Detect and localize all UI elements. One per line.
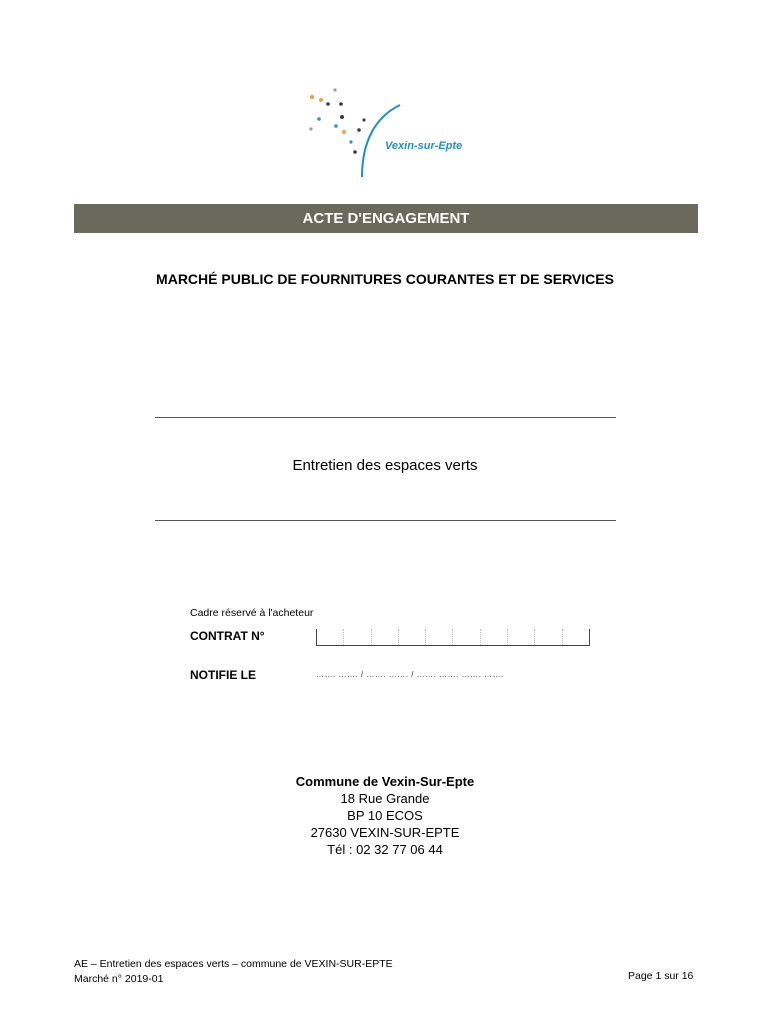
notifie-date-field[interactable]: ……. ……. / ……. ……. / ……. ……. ……. ……. <box>316 670 504 679</box>
divider-top <box>155 417 616 418</box>
buyer-phone: Tél : 02 32 77 06 44 <box>327 842 443 857</box>
contrat-digit-box[interactable] <box>426 629 453 645</box>
reserve-caption: Cadre réservé à l'acheteur <box>190 607 314 619</box>
buyer-name: Commune de Vexin-Sur-Epte <box>295 774 475 789</box>
contrat-digit-box[interactable] <box>563 629 589 645</box>
contrat-digit-box[interactable] <box>508 629 535 645</box>
contrat-digit-box[interactable] <box>481 629 508 645</box>
notifie-label: NOTIFIE LE <box>190 668 256 682</box>
footer-reference <box>74 957 393 987</box>
footer-line-2: Marché n° 2019-01 <box>74 973 164 985</box>
divider-bottom <box>155 520 616 521</box>
logo-graphic-icon <box>300 82 470 182</box>
document-subtitle: MARCHÉ PUBLIC DE FOURNITURES COURANTES ET DE SERVICES <box>156 271 614 287</box>
contrat-label: CONTRAT N° <box>190 629 265 643</box>
buyer-address-block <box>0 773 770 858</box>
buyer-bp: BP 10 ECOS <box>347 808 423 823</box>
contrat-digit-box[interactable] <box>453 629 480 645</box>
document-title-banner <box>74 204 698 233</box>
buyer-street: 18 Rue Grande <box>340 791 430 806</box>
contrat-digit-box[interactable] <box>317 629 344 645</box>
buyer-city: 27630 VEXIN-SUR-EPTE <box>310 825 460 840</box>
contrat-digit-box[interactable] <box>399 629 426 645</box>
footer-line-1: AE – Entretien des espaces verts – commune de VEXIN-SUR-EPTE <box>74 958 393 970</box>
contrat-digit-box[interactable] <box>535 629 562 645</box>
logo-text: Vexin-sur-Epte <box>385 140 463 152</box>
contract-object-title: Entretien des espaces verts <box>292 457 478 474</box>
page-number: Page 1 sur 16 <box>628 970 694 982</box>
contrat-number-field[interactable] <box>316 629 590 646</box>
contrat-digit-box[interactable] <box>344 629 371 645</box>
document-title: ACTE D'ENGAGEMENT <box>302 210 470 227</box>
commune-logo <box>300 82 470 182</box>
contrat-digit-box[interactable] <box>372 629 399 645</box>
